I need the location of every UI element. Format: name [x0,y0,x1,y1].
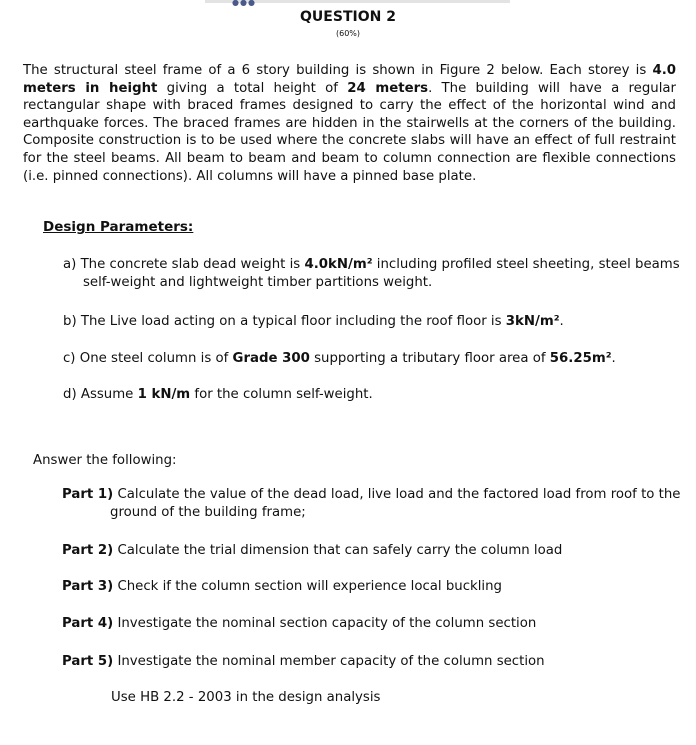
answer-heading: Answer the following: [33,453,177,468]
design-parameters-heading: Design Parameters: [43,219,194,235]
part-2-label: Part 2) [62,543,114,558]
intro-bold-storey-height: 4.0 meters in height [23,63,676,96]
param-b [63,313,683,331]
part-3-label: Part 3) [62,579,114,594]
param-c-text-2: supporting a tributary floor area of [309,351,550,366]
param-c-text-1: c) One steel column is of [63,351,233,366]
param-b-text-2: . [559,314,564,329]
part-2 [62,542,696,560]
design-standard-note: Use HB 2.2 - 2003 in the design analysis [111,690,381,705]
question-title: QUESTION 2 [300,9,396,25]
param-d-bold: 1 kN/m [137,387,191,402]
param-d [63,386,683,404]
param-c [63,350,683,368]
intro-paragraph [23,62,676,185]
part-5-label: Part 5) [62,654,114,669]
param-a-bold: 4.0kN/m² [304,257,373,272]
part-1-label: Part 1) [62,487,114,502]
part-5-text: Investigate the nominal member capacity of the column section [113,654,545,669]
param-c-text-3: . [611,351,616,366]
part-4-text: Investigate the nominal section capacity of the column section [113,616,537,631]
param-d-text-2: for the column self-weight. [190,387,373,402]
param-d-text-1: d) Assume [63,387,138,402]
part-5 [62,653,696,671]
top-crop-dots: ●●● [232,0,256,7]
intro-text-3: . The building will have a regular rectangular shape with braced frames designed to carry the effect of the horizontal wind and earthquake forces. The braced frames are hidden in the stairwells at the corners of the building. Composite construction is to be used where the concrete slabs will have an effect of full restraint for the steel beams. All beam to beam and beam to column connection are flexible connections (i.e. pinned connections). All columns will have a pinned base plate. [23,80,677,184]
part-2-text: Calculate the trial dimension that can safely carry the column load [113,543,563,558]
param-b-bold: 3kN/m² [505,314,560,329]
part-1 [62,486,696,522]
intro-text-1: The structural steel frame of a 6 story building is shown in Figure 2 below. Each storey is [23,63,653,78]
param-a-text-2: including profiled steel sheeting, steel beams self-weight and lightweight timber partitions weight. [83,257,680,290]
part-3 [62,578,696,596]
param-a-text-1: a) The concrete slab dead weight is [63,257,305,272]
part-4-label: Part 4) [62,616,114,631]
param-b-text-1: b) The Live load acting on a typical floor including the roof floor is [63,314,506,329]
intro-text-2: giving a total height of [157,80,348,96]
question-weight: (60%) [335,29,361,38]
part-4 [62,615,696,633]
part-3-text: Check if the column section will experience local buckling [113,579,502,594]
part-1-text: Calculate the value of the dead load, live load and the factored load from roof to the ground of the building frame; [110,487,681,520]
param-c-bold-area: 56.25m² [549,351,612,366]
intro-bold-total-height: 24 meters [347,80,429,96]
param-c-bold-grade: Grade 300 [232,351,310,366]
param-a [63,256,683,292]
